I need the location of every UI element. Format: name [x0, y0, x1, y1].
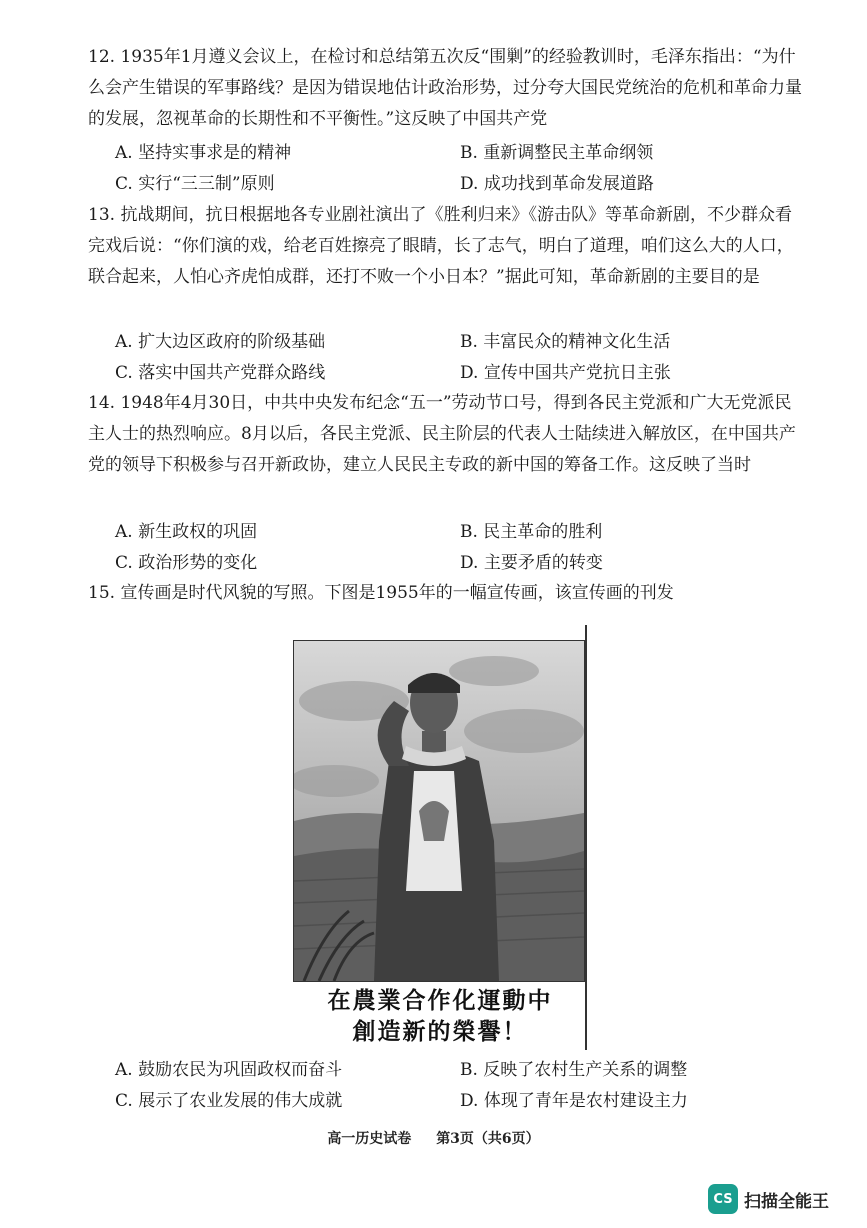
option-d[interactable]: D. 主要矛盾的转变 — [460, 553, 603, 573]
option-d[interactable]: D. 体现了青年是农村建设主力 — [460, 1091, 688, 1111]
propaganda-poster-image — [293, 640, 585, 982]
option-a[interactable]: A. 坚持实事求是的精神 — [115, 143, 292, 163]
question-12-options — [115, 135, 805, 197]
question-13-options — [115, 324, 805, 386]
option-d[interactable]: D. 宣传中国共产党抗日主张 — [460, 363, 671, 383]
question-12 — [88, 42, 806, 135]
question-15-options — [115, 1052, 805, 1114]
question-15 — [88, 578, 806, 609]
option-a[interactable]: A. 扩大边区政府的阶级基础 — [115, 332, 326, 352]
question-stem: 15. 宣传画是时代风貌的写照。下图是1955年的一幅宣传画，该宣传画的刊发 — [88, 583, 674, 603]
option-b[interactable]: B. 反映了农村生产关系的调整 — [460, 1060, 688, 1080]
option-a[interactable]: A. 鼓励农民为巩固政权而奋斗 — [115, 1060, 343, 1080]
page-footer — [0, 1128, 867, 1148]
option-a[interactable]: A. 新生政权的巩固 — [115, 522, 258, 542]
watermark-text: 扫描全能王 — [744, 1191, 829, 1212]
footer-page-number: 第3页（共6页） — [436, 1131, 540, 1147]
option-c[interactable]: C. 政治形势的变化 — [115, 553, 258, 573]
option-b[interactable]: B. 重新调整民主革命纲领 — [460, 143, 654, 163]
question-stem: 14. 1948年4月30日，中共中央发布纪念“五一”劳动节口号，得到各民主党派和广大无党派民主人士的热烈响应。8月以后，各民主党派、民主阶层的代表人士陆续进入解放区，在中国共产党的领导下积极参与召开新政协，建立人民民主专政的新中国的筹备工作。这反映了当时 — [88, 393, 796, 475]
option-c[interactable]: C. 落实中国共产党群众路线 — [115, 363, 326, 383]
question-14-options — [115, 514, 805, 576]
option-c[interactable]: C. 实行“三三制”原则 — [115, 174, 275, 194]
option-b[interactable]: B. 民主革命的胜利 — [460, 522, 603, 542]
question-14 — [88, 388, 806, 481]
scanner-watermark — [708, 1184, 829, 1214]
option-c[interactable]: C. 展示了农业发展的伟大成就 — [115, 1091, 343, 1111]
option-b[interactable]: B. 丰富民众的精神文化生活 — [460, 332, 671, 352]
question-stem: 13. 抗战期间，抗日根据地各专业剧社演出了《胜利归来》《游击队》等革命新剧，不少群众看完戏后说：“你们演的戏，给老百姓擦亮了眼睛，长了志气，明白了道理，咱们这么大的人口，联合起来，人怕心齐虎怕成群，还打不败一个小日本？”据此可知，革命新剧的主要目的是 — [88, 205, 794, 287]
question-13 — [88, 200, 806, 293]
poster-slogan-line-1: 在農業合作化運動中 — [327, 988, 553, 1014]
camscanner-logo-icon: CS — [708, 1184, 738, 1214]
question-stem: 12. 1935年1月遵义会议上，在检讨和总结第五次反“围剿”的经验教训时，毛泽东指出：“为什么会产生错误的军事路线？是因为错误地估计政治形势，过分夸大国民党统治的危机和革命力量的发展，忽视革命的长期性和不平衡性。”这反映了中国共产党 — [88, 47, 802, 129]
poster-slogan-line-2: 創造新的榮譽！ — [352, 1019, 528, 1045]
poster-illustration — [294, 641, 584, 981]
footer-subject: 高一历史试卷 — [327, 1131, 412, 1147]
option-d[interactable]: D. 成功找到革命发展道路 — [460, 174, 654, 194]
